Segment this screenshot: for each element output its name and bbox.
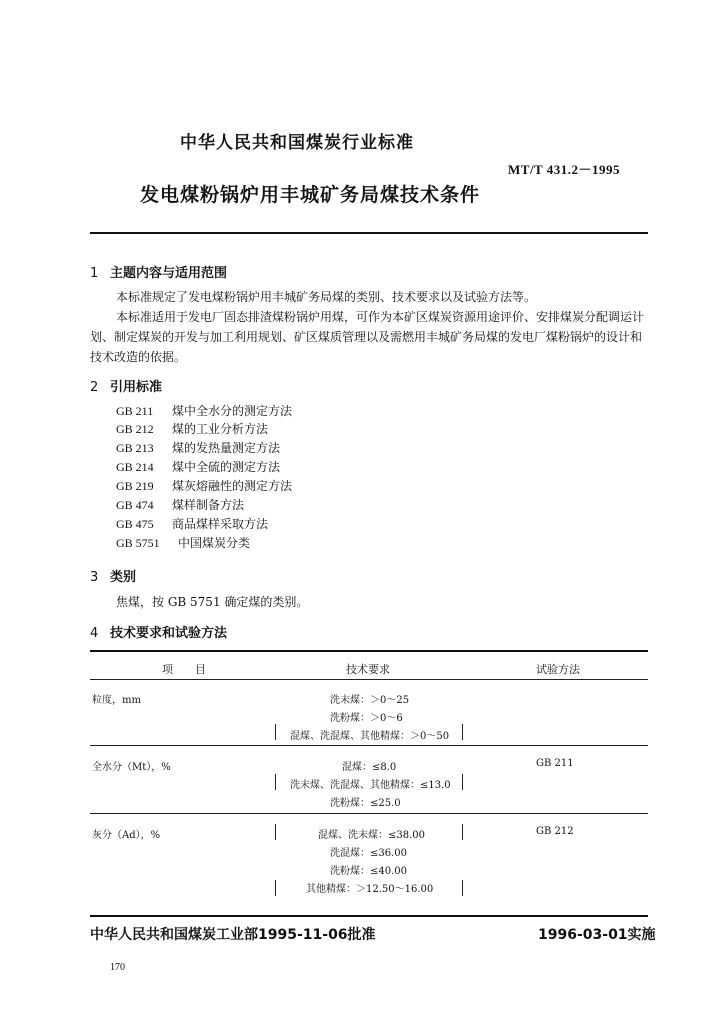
section-4-heading [90,622,227,641]
reference-code: GB 211 [116,404,154,418]
table-divider [275,880,276,896]
reference-item [116,496,244,514]
table-top-rule [90,650,648,652]
table-cell-item: 全水分（Mt），% [92,762,171,773]
reference-title: 煤的工业分析方法 [172,422,269,436]
reference-title: 煤样制备方法 [172,498,245,512]
section-title: 类别 [110,570,137,585]
table-header-test-method: 试验方法 [536,663,580,676]
table-cell-requirement: 洗粉煤：＞0～6 [330,713,403,724]
reference-title: 煤中全水分的测定方法 [172,404,293,418]
table-header-item: 项 目 [162,663,206,676]
table-cell-requirement: 洗粉煤：≤40.00 [330,866,408,877]
section-number: 1 [90,266,99,281]
reference-code: GB 212 [116,422,154,436]
reference-item [116,515,268,533]
table-header-rule [90,679,648,680]
reference-title: 煤的发热量测定方法 [172,441,281,455]
table-cell-requirement: 洗末煤、洗混煤、其他精煤：≤13.0 [290,780,451,791]
section-number: 2 [90,380,99,395]
reference-item [116,458,280,476]
table-divider [462,724,463,740]
section-number: 3 [90,570,99,585]
table-row-rule [90,813,648,814]
table-divider [462,824,463,840]
table-header-requirement: 技术要求 [346,663,390,676]
approval-note: 中华人民共和国煤炭工业部1995-11-06批准 [90,927,376,943]
reference-code: GB 214 [116,460,154,474]
page-number: 170 [110,962,125,973]
section-2-heading [90,376,162,395]
table-cell-requirement: 混煤：≤8.0 [342,762,397,773]
reference-code: GB 475 [116,517,154,531]
section-3-heading [90,566,136,585]
table-cell-requirement: 其他精煤：＞12.50～16.00 [306,884,434,895]
table-cell-requirement: 混煤、洗末煤：≤38.00 [318,830,426,841]
section-1-paragraph-1: 本标准规定了发电煤粉锅炉用丰城矿务局煤的类别、技术要求以及试验方法等。 [116,290,537,304]
reference-code: GB 474 [116,498,154,512]
table-cell-item: 粒度，mm [92,695,141,706]
footer-rule [90,915,648,917]
table-cell-item: 灰分（Ad），% [92,830,161,841]
reference-title: 煤中全硫的测定方法 [172,460,281,474]
reference-code: GB 219 [116,479,154,493]
reference-item [116,477,292,495]
table-divider [275,724,276,740]
reference-title: 商品煤样采取方法 [172,517,269,531]
table-cell-requirement: 洗粉煤：≤25.0 [330,798,401,809]
reference-item [116,439,280,457]
reference-code: GB 5751 [116,536,160,550]
section-3-text: 焦煤，按 GB 5751 确定煤的类别。 [116,595,309,609]
table-cell-requirement: 洗混煤：≤36.00 [330,848,408,859]
document-title: 发电煤粉锅炉用丰城矿务局煤技术条件 [140,184,481,206]
section-title: 主题内容与适用范围 [110,266,228,281]
reference-item [116,402,292,420]
section-1-paragraph-2: 本标准适用于发电厂固态排渣煤粉锅炉用煤，可作为本矿区煤炭资源用途评价、安排煤炭分配调运计划、制定煤炭的开发与加工利用规划、矿区煤质管理以及需燃用丰城矿务局煤的发电厂煤粉锅炉的设计和技术改造的依据。 [90,310,645,364]
table-divider [275,774,276,790]
header-rule [90,232,648,234]
reference-item [116,534,250,552]
table-divider [462,774,463,790]
standard-category-title: 中华人民共和国煤炭行业标准 [180,133,414,153]
table-cell-method: GB 211 [536,758,574,769]
section-1-heading [90,262,227,281]
section-title: 引用标准 [110,380,163,395]
table-cell-requirement: 洗末煤：＞0～25 [330,695,410,706]
reference-title: 中国煤炭分类 [178,536,251,550]
reference-title: 煤灰熔融性的测定方法 [172,479,293,493]
standard-code: MT/T 431.2－1995 [508,162,620,177]
section-title: 技术要求和试验方法 [110,626,228,641]
table-cell-requirement: 混煤、洗混煤、其他精煤：＞0～50 [290,731,450,742]
table-row-rule [90,745,648,746]
section-number: 4 [90,626,99,641]
reference-item [116,420,268,438]
effective-date: 1996-03-01实施 [538,927,656,943]
reference-code: GB 213 [116,441,154,455]
table-divider [275,824,276,840]
table-cell-method: GB 212 [536,826,574,837]
table-divider [462,880,463,896]
